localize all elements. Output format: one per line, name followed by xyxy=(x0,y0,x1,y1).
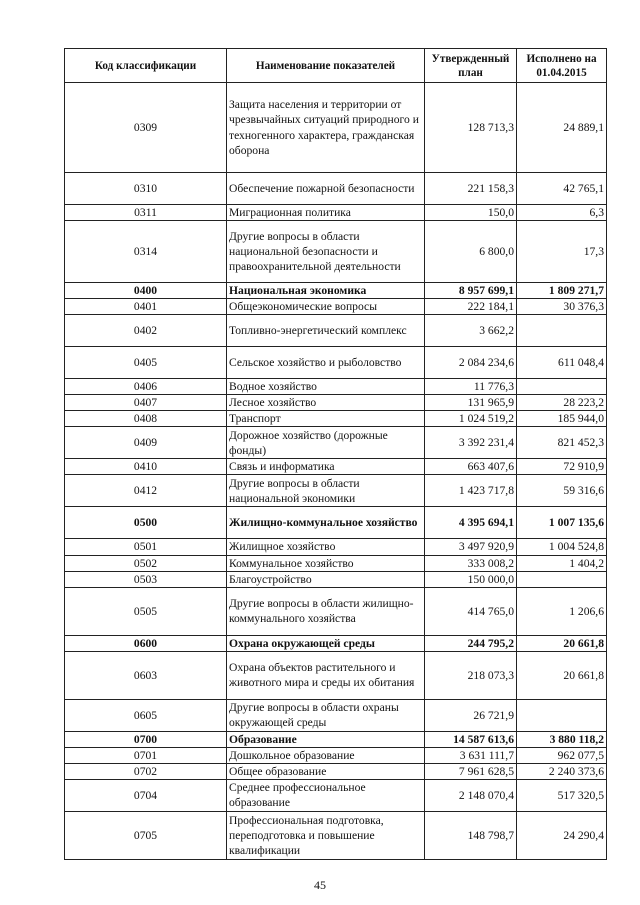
row-name: Другие вопросы в области национальной экономики xyxy=(227,475,425,507)
table-row xyxy=(65,539,607,555)
row-name: Среднее профессиональное образование xyxy=(227,779,425,811)
table-row xyxy=(65,507,607,539)
row-name: Охрана объектов растительного и животного мира и среды их обитания xyxy=(227,651,425,699)
header-plan: Утвержденный план xyxy=(425,49,517,83)
row-plan: 131 965,9 xyxy=(425,395,517,411)
row-done: 28 223,2 xyxy=(517,395,607,411)
row-plan: 6 800,0 xyxy=(425,221,517,283)
row-code: 0705 xyxy=(65,811,227,859)
row-done: 1 004 524,8 xyxy=(517,539,607,555)
row-name: Транспорт xyxy=(227,411,425,427)
row-code: 0405 xyxy=(65,347,227,379)
page-number: 45 xyxy=(314,878,326,892)
table-row xyxy=(65,459,607,475)
row-done: 2 240 373,6 xyxy=(517,763,607,779)
row-done: 1 404,2 xyxy=(517,555,607,571)
table-row xyxy=(65,699,607,731)
row-done: 1 206,6 xyxy=(517,587,607,635)
row-name: Профессиональная подготовка, переподготовка и повышение квалификации xyxy=(227,811,425,859)
row-name: Национальная экономика xyxy=(227,283,425,299)
row-name: Сельское хозяйство и рыболовство xyxy=(227,347,425,379)
budget-table xyxy=(64,48,607,860)
row-plan: 4 395 694,1 xyxy=(425,507,517,539)
table-row xyxy=(65,587,607,635)
row-plan: 148 798,7 xyxy=(425,811,517,859)
row-name: Обеспечение пожарной безопасности xyxy=(227,173,425,205)
row-done: 611 048,4 xyxy=(517,347,607,379)
row-code: 0409 xyxy=(65,427,227,459)
row-plan: 2 084 234,6 xyxy=(425,347,517,379)
row-done: 59 316,6 xyxy=(517,475,607,507)
row-done: 962 077,5 xyxy=(517,747,607,763)
table-row xyxy=(65,427,607,459)
row-plan: 244 795,2 xyxy=(425,635,517,651)
row-plan: 222 184,1 xyxy=(425,299,517,315)
table-row xyxy=(65,811,607,859)
row-plan: 414 765,0 xyxy=(425,587,517,635)
row-code: 0410 xyxy=(65,459,227,475)
row-code: 0314 xyxy=(65,221,227,283)
table-row xyxy=(65,763,607,779)
table-row xyxy=(65,379,607,395)
row-plan: 8 957 699,1 xyxy=(425,283,517,299)
header-code: Код классификации xyxy=(65,49,227,83)
row-done: 30 376,3 xyxy=(517,299,607,315)
row-code: 0603 xyxy=(65,651,227,699)
row-code: 0310 xyxy=(65,173,227,205)
row-plan: 26 721,9 xyxy=(425,699,517,731)
row-plan: 218 073,3 xyxy=(425,651,517,699)
row-name: Лесное хозяйство xyxy=(227,395,425,411)
row-plan: 3 631 111,7 xyxy=(425,747,517,763)
row-done: 24 290,4 xyxy=(517,811,607,859)
row-done xyxy=(517,571,607,587)
row-name: Связь и информатика xyxy=(227,459,425,475)
row-plan: 221 158,3 xyxy=(425,173,517,205)
row-done: 6,3 xyxy=(517,205,607,221)
table-row xyxy=(65,555,607,571)
row-plan: 2 148 070,4 xyxy=(425,779,517,811)
row-plan: 14 587 613,6 xyxy=(425,731,517,747)
row-done: 17,3 xyxy=(517,221,607,283)
row-code: 0402 xyxy=(65,315,227,347)
table-row xyxy=(65,283,607,299)
table-row xyxy=(65,395,607,411)
row-code: 0700 xyxy=(65,731,227,747)
row-code: 0704 xyxy=(65,779,227,811)
row-name: Благоустройство xyxy=(227,571,425,587)
table-row xyxy=(65,747,607,763)
row-plan: 150 000,0 xyxy=(425,571,517,587)
table-row xyxy=(65,173,607,205)
row-done: 1 007 135,6 xyxy=(517,507,607,539)
header-name: Наименование показателей xyxy=(227,49,425,83)
row-plan: 128 713,3 xyxy=(425,83,517,173)
row-code: 0600 xyxy=(65,635,227,651)
row-plan: 1 024 519,2 xyxy=(425,411,517,427)
row-done: 1 809 271,7 xyxy=(517,283,607,299)
table-row xyxy=(65,411,607,427)
row-name: Другие вопросы в области охраны окружающей среды xyxy=(227,699,425,731)
row-code: 0406 xyxy=(65,379,227,395)
row-code: 0505 xyxy=(65,587,227,635)
row-done xyxy=(517,379,607,395)
table-header-row xyxy=(65,49,607,83)
row-done: 24 889,1 xyxy=(517,83,607,173)
row-plan: 1 423 717,8 xyxy=(425,475,517,507)
row-code: 0500 xyxy=(65,507,227,539)
row-plan: 11 776,3 xyxy=(425,379,517,395)
table-row xyxy=(65,221,607,283)
row-code: 0702 xyxy=(65,763,227,779)
row-plan: 150,0 xyxy=(425,205,517,221)
header-done: Исполнено на 01.04.2015 xyxy=(517,49,607,83)
row-name: Другие вопросы в области национальной безопасности и правоохранительной деятельности xyxy=(227,221,425,283)
row-plan: 3 662,2 xyxy=(425,315,517,347)
row-name: Топливно-энергетический комплекс xyxy=(227,315,425,347)
row-plan: 3 392 231,4 xyxy=(425,427,517,459)
row-code: 0501 xyxy=(65,539,227,555)
row-plan: 7 961 628,5 xyxy=(425,763,517,779)
row-code: 0311 xyxy=(65,205,227,221)
table-row xyxy=(65,83,607,173)
row-name: Защита населения и территории от чрезвычайных ситуаций природного и техногенного характера, гражданская оборона xyxy=(227,83,425,173)
table-row xyxy=(65,571,607,587)
table-row xyxy=(65,651,607,699)
row-code: 0503 xyxy=(65,571,227,587)
row-done: 42 765,1 xyxy=(517,173,607,205)
row-done: 821 452,3 xyxy=(517,427,607,459)
row-code: 0412 xyxy=(65,475,227,507)
row-name: Общее образование xyxy=(227,763,425,779)
row-done xyxy=(517,699,607,731)
row-done: 72 910,9 xyxy=(517,459,607,475)
row-name: Дорожное хозяйство (дорожные фонды) xyxy=(227,427,425,459)
row-name: Жилищно-коммунальное хозяйство xyxy=(227,507,425,539)
row-code: 0701 xyxy=(65,747,227,763)
row-done: 517 320,5 xyxy=(517,779,607,811)
row-name: Водное хозяйство xyxy=(227,379,425,395)
row-name: Образование xyxy=(227,731,425,747)
row-code: 0502 xyxy=(65,555,227,571)
row-done: 3 880 118,2 xyxy=(517,731,607,747)
table-row xyxy=(65,475,607,507)
row-done: 20 661,8 xyxy=(517,651,607,699)
row-plan: 663 407,6 xyxy=(425,459,517,475)
row-done: 20 661,8 xyxy=(517,635,607,651)
row-name: Охрана окружающей среды xyxy=(227,635,425,651)
row-name: Коммунальное хозяйство xyxy=(227,555,425,571)
table-row xyxy=(65,315,607,347)
row-code: 0401 xyxy=(65,299,227,315)
row-name: Жилищное хозяйство xyxy=(227,539,425,555)
row-done: 185 944,0 xyxy=(517,411,607,427)
row-code: 0309 xyxy=(65,83,227,173)
row-code: 0605 xyxy=(65,699,227,731)
row-code: 0408 xyxy=(65,411,227,427)
row-code: 0400 xyxy=(65,283,227,299)
row-name: Общеэкономические вопросы xyxy=(227,299,425,315)
row-plan: 3 497 920,9 xyxy=(425,539,517,555)
row-code: 0407 xyxy=(65,395,227,411)
table-row xyxy=(65,347,607,379)
table-body xyxy=(65,83,607,860)
table-row xyxy=(65,731,607,747)
row-name: Дошкольное образование xyxy=(227,747,425,763)
row-name: Другие вопросы в области жилищно-коммунального хозяйства xyxy=(227,587,425,635)
table-row xyxy=(65,779,607,811)
row-plan: 333 008,2 xyxy=(425,555,517,571)
row-name: Миграционная политика xyxy=(227,205,425,221)
row-done xyxy=(517,315,607,347)
table-row xyxy=(65,299,607,315)
table-row xyxy=(65,205,607,221)
table-row xyxy=(65,635,607,651)
